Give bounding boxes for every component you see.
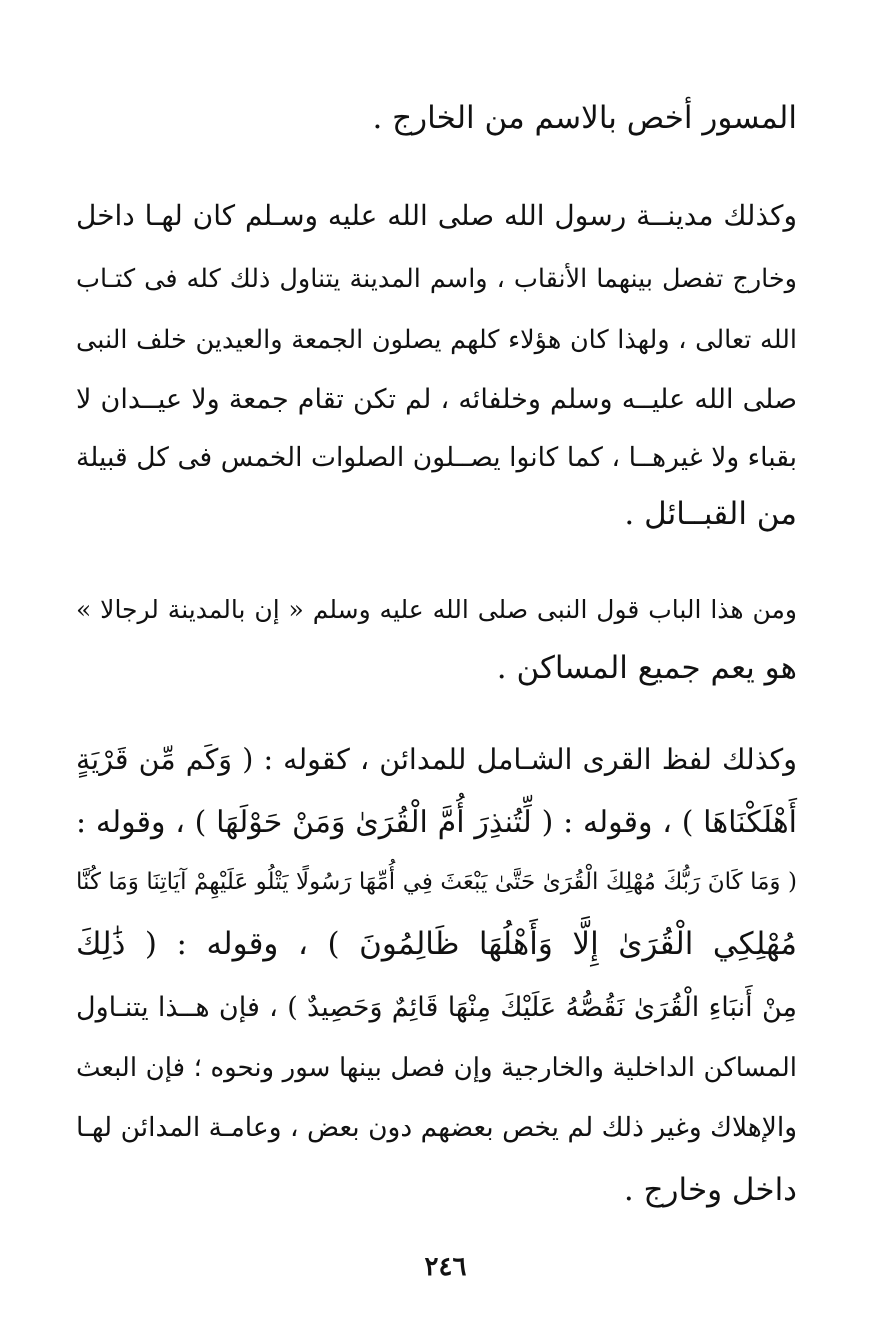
text-line: مُهْلِكِي الْقُرَىٰ إِلَّا وَأَهْلُهَا ظَالِمُونَ ) ، وقوله : ( ذَٰلِكَ (76, 926, 797, 962)
text-line: داخل وخارج . (623, 1172, 797, 1208)
text-line: المسور أخص بالاسم من الخارج . (372, 100, 797, 136)
text-line: المساكن الداخلية والخارجية وإن فصل بينها سور ونحوه ؛ فإن البعث (76, 1053, 797, 1083)
text-line: والإهلاك وغير ذلك لم يخص بعضهم دون بعض ، وعامـة المدائن لهـا (76, 1112, 797, 1143)
text-line: وكذلك مدينــة رسول الله صلى الله عليه وسـلم كان لهـا داخل (76, 199, 797, 232)
text-line: مِنْ أَنبَاءِ الْقُرَىٰ نَقُصُّهُ عَلَيْكَ مِنْهَا قَائِمٌ وَحَصِيدٌ ) ، فإن هــذا يتنـاول (76, 992, 797, 1023)
text-line: ومن هذا الباب قول النبى صلى الله عليه وسلم « إن بالمدينة لرجالا » (76, 595, 797, 624)
text-line: الله تعالى ، ولهذا كان هؤلاء كلهم يصلون الجمعة والعيدين خلف النبى (76, 325, 797, 355)
text-line: صلى الله عليــه وسلم وخلفائه ، لم تكن تقام جمعة ولا عيــدان لا (76, 384, 797, 415)
text-line: من القبــائل . (624, 496, 797, 532)
text-line: وكذلك لفظ القرى الشـامل للمدائن ، كقوله : ( وَكَم مِّن قَرْيَةٍ (76, 743, 797, 776)
page-number: ٢٤٦ (424, 1252, 467, 1282)
text-line: بقباء ولا غيرهــا ، كما كانوا يصــلون الصلوات الخمس فى كل قبيلة (76, 442, 797, 473)
text-line: أَهْلَكْنَاهَا ) ، وقوله : ( لِّتُنذِرَ أُمَّ الْقُرَىٰ وَمَنْ حَوْلَهَا ) ، وقوله : (76, 805, 797, 840)
quran-verse-line: ( وَمَا كَانَ رَبُّكَ مُهْلِكَ الْقُرَىٰ حَتَّىٰ يَبْعَثَ فِي أُمِّهَا رَسُولًا يَتْلُو عَلَيْهِمْ آيَاتِنَا وَمَا كُنَّا (76, 869, 797, 895)
text-line: هو يعم جميع المساكن . (496, 650, 797, 686)
text-line: وخارج تفصل بينهما الأنقاب ، واسم المدينة يتناول ذلك كله فى كتـاب (76, 264, 797, 294)
